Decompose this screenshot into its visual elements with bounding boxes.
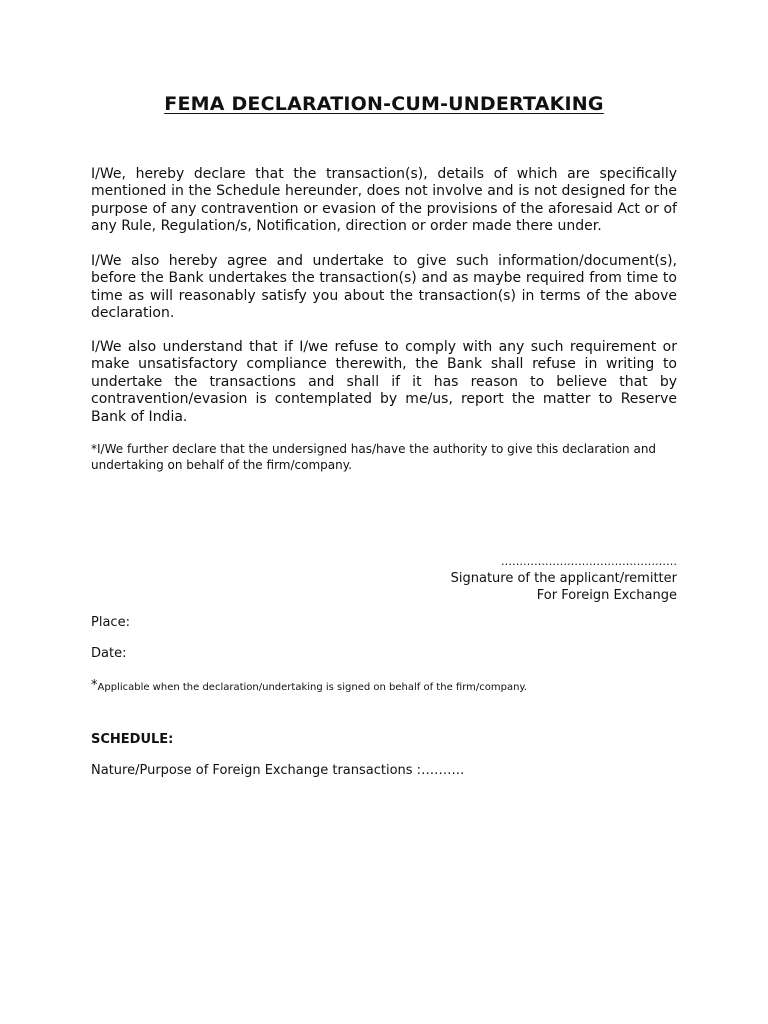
declaration-paragraph-2: I/We also hereby agree and undertake to give such information/document(s), before the Bank undertakes the transaction(s) and as maybe required from time to time as will reasonably satisfy you about the transaction(s) in terms of the above declaration. — [91, 253, 677, 322]
authority-declaration: *I/We further declare that the undersigned has/have the authority to give this declaration and undertaking on behalf of the firm/company. — [91, 442, 657, 472]
declaration-paragraph-3: I/We also understand that if I/we refuse to comply with any such requirement or make unsatisfactory compliance therewith, the Bank shall refuse in writing to undertake the transactions and shall if it has reason to believe that by contravention/evasion is contemplated by me/us, report the matter to Reserve Bank of India. — [91, 339, 677, 425]
footnote — [91, 678, 527, 693]
date-label: Date: — [91, 646, 127, 661]
signature-label: Signature of the applicant/remitter — [450, 571, 677, 586]
schedule-heading: SCHEDULE: — [91, 732, 174, 747]
place-label: Place: — [91, 615, 130, 630]
signature-sublabel: For Foreign Exchange — [536, 588, 677, 603]
footnote-text: Applicable when the declaration/undertaking is signed on behalf of the firm/company. — [97, 682, 528, 693]
signature-line: ………………………………………… — [501, 555, 677, 568]
signature-block — [451, 553, 677, 604]
document-title: FEMA DECLARATION-CUM-UNDERTAKING — [164, 93, 604, 115]
declaration-paragraph-1: I/We, hereby declare that the transaction(s), details of which are specifically mentioned in the Schedule hereunder, does not involve and is not designed for the purpose of any contravention or evasion of the provisions of the aforesaid Act or of any Rule, Regulation/s, Notification, direction or order made there under. — [91, 166, 677, 235]
schedule-nature-line: Nature/Purpose of Foreign Exchange transactions :………. — [91, 763, 465, 778]
footnote-star: * — [91, 678, 98, 693]
